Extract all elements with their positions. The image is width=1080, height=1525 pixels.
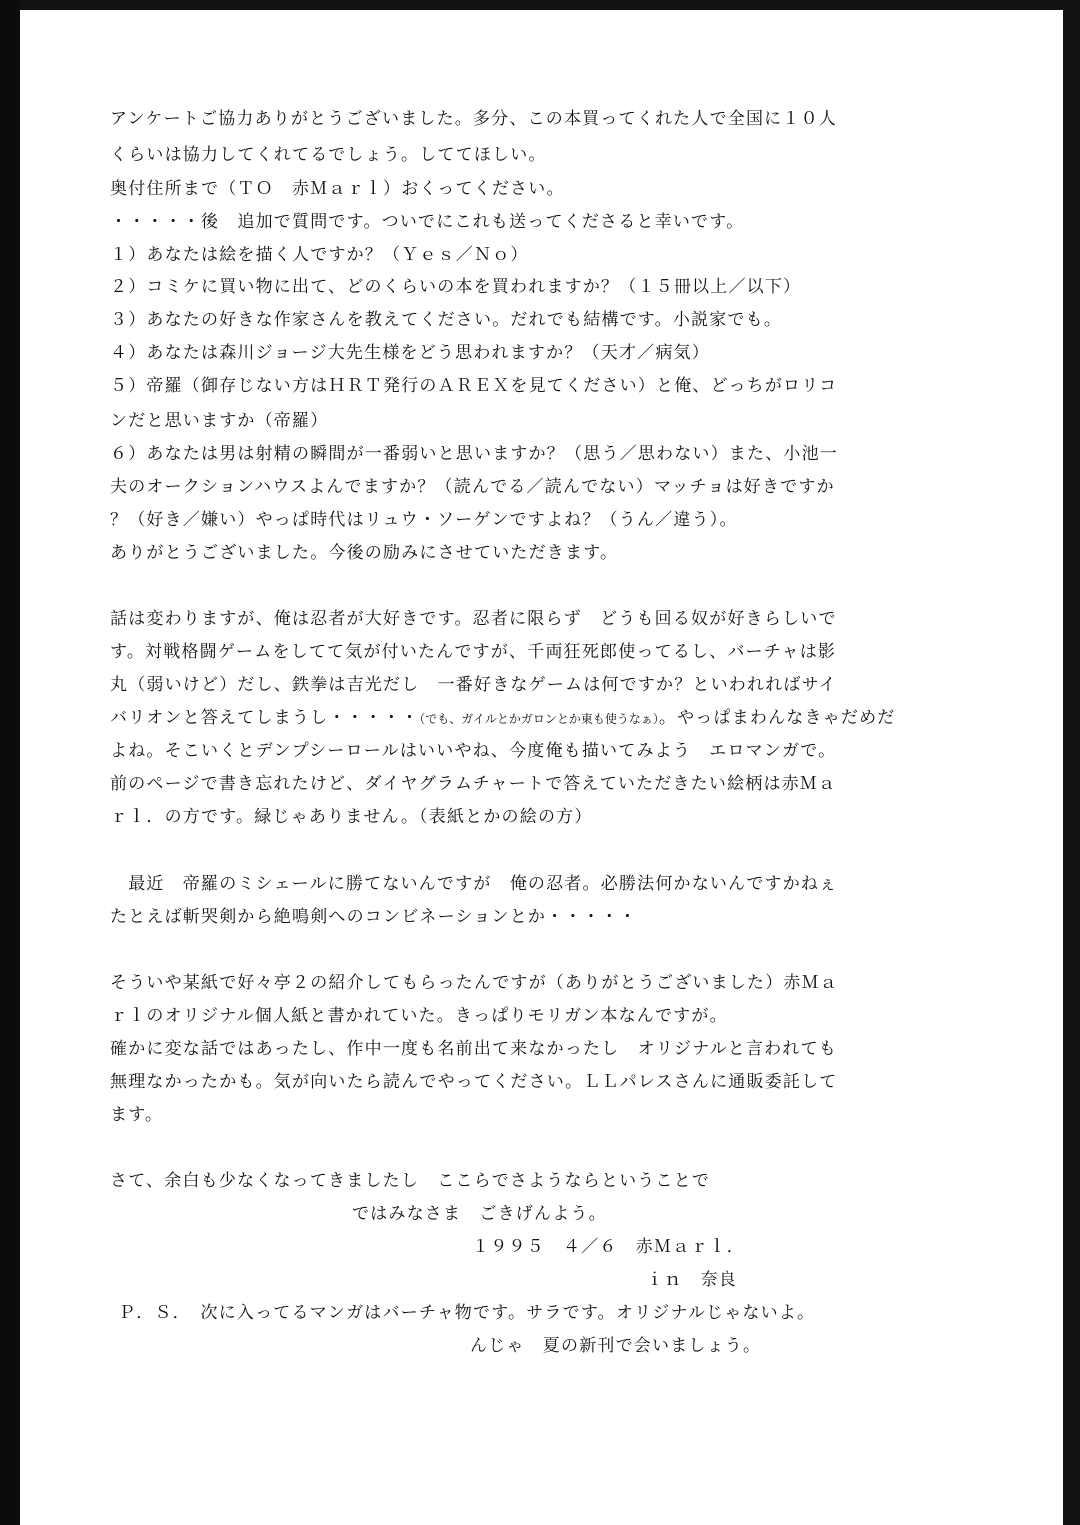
signature-place: ｉｎ 奈良: [646, 1270, 737, 1290]
text-line: 最近 帝羅のミシェールに勝てないんですが 俺の忍者。必勝法何かないんですかねぇ: [110, 874, 838, 894]
text-line: さて、余白も少なくなってきましたし ここらでさようならということで: [110, 1171, 711, 1191]
text-line: ５）帝羅（御存じない方はＨＲＴ発行のＡＲＥＸを見てください）と俺、どっちがロリコ: [110, 376, 838, 396]
postscript-line: んじゃ 夏の新刊で会いましょう。: [470, 1336, 762, 1356]
postscript-line: Ｐ．Ｓ． 次に入ってるマンガはバーチャ物です。サラです。オリジナルじゃないよ。: [118, 1303, 816, 1323]
scan-border-left: [0, 0, 20, 1525]
text-line: 前のページで書き忘れたけど、ダイヤグラムチャートで答えていただきたい絵柄は赤Ｍａ: [110, 774, 837, 794]
text-line: たとえば斬哭剣から絶鳴剣へのコンビネーションとか・・・・・: [110, 907, 638, 927]
text-aside-small: （でも、ガイルとかガロンとか東も使うなぁ）: [419, 712, 659, 726]
document-page: [20, 10, 1063, 1525]
text-line: 丸（弱いけど）だし、鉄拳は吉光だし 一番好きなゲームは何ですか？といわれればサイ: [110, 675, 837, 695]
text-line: 無理なかったかも。気が向いたら読んでやってください。ＬＬパレスさんに通販委託して: [110, 1072, 838, 1092]
text-line: よね。そこいくとデンプシーロールはいいやね、今度俺も描いてみよう エロマンガで。: [110, 741, 837, 761]
text-line: ２）コミケに買い物に出て、どのくらいの本を買われますか？（１５冊以上／以下）: [110, 277, 802, 297]
text-line: ｒｌ．の方です。緑じゃありません。（表紙とかの絵の方）: [110, 807, 593, 827]
scan-border-top: [0, 0, 1080, 10]
text-line: ます。: [110, 1105, 164, 1125]
text-line: 確かに変な話ではあったし、作中一度も名前出て来なかったし オリジナルと言われても: [110, 1039, 837, 1059]
text-line: そういや某紙で好々亭２の紹介してもらったんですが（ありがとうございました）赤Ｍａ: [110, 973, 838, 993]
text-line: ６）あなたは男は射精の瞬間が一番弱いと思いますか？（思う／思わない）また、小池一: [110, 444, 838, 464]
text-line: 夫のオークションハウスよんでますか？（読んでる／読んでない）マッチョは好きですか: [110, 477, 835, 497]
text-line: ありがとうございました。今後の励みにさせていただきます。: [110, 543, 619, 563]
text-line: す。対戦格闘ゲームをしてて気が付いたんですが、千両狂死郎使ってるし、バーチャは影: [110, 642, 837, 662]
text-segment: 。やっぱまわんなきゃだめだ: [658, 708, 896, 728]
text-line: 話は変わりますが、俺は忍者が大好きです。忍者に限らず どうも回る奴が好きらしいで: [110, 609, 837, 629]
text-line: くらいは協力してくれてるでしょう。しててほしい。: [110, 145, 547, 165]
text-line: １）あなたは絵を描く人ですか？（Ｙｅｓ／Ｎｏ）: [110, 245, 529, 265]
text-line: [110, 707, 896, 730]
text-line: 奥付住所まで（ＴＯ 赤Ｍａｒｌ）おくってください。: [110, 179, 565, 199]
text-segment: バリオンと答えてしまうし・・・・・: [110, 708, 420, 728]
text-line: ？（好き／嫌い）やっぱ時代はリュウ・ソーゲンですよね？（うん／違う）。: [110, 510, 738, 530]
text-line: アンケートご協力ありがとうございました。多分、この本買ってくれた人で全国に１０人: [110, 109, 837, 129]
signature-date: １９９５ ４／６ 赤Ｍａｒｌ．: [472, 1237, 745, 1257]
text-line: ・・・・・後 追加で質問です。ついでにこれも送ってくださると幸いです。: [110, 212, 745, 232]
text-line: ｒｌのオリジナル個人紙と書かれていた。きっぱりモリガン本なんですが。: [110, 1006, 728, 1026]
scan-border-right: [1063, 0, 1080, 1525]
text-line: ３）あなたの好きな作家さんを教えてください。だれでも結構です。小説家でも。: [110, 310, 783, 330]
text-line: ンだと思いますか（帝羅）: [110, 411, 329, 431]
text-line: ではみなさま ごきげんよう。: [352, 1204, 607, 1224]
text-line: ４）あなたは森川ジョージ大先生様をどう思われますか？（天才／病気）: [110, 343, 710, 363]
